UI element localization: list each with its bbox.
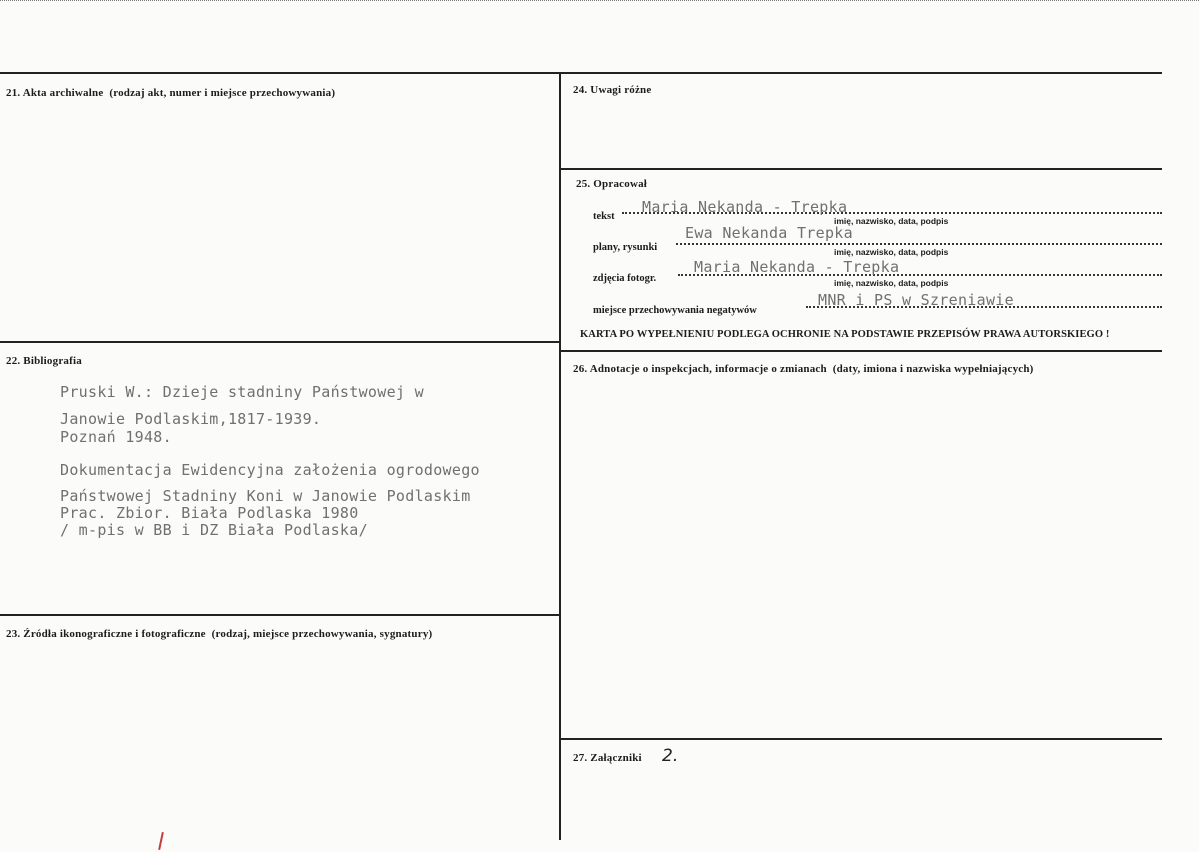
divider-24-25 — [560, 168, 1162, 170]
row-tekst-label: tekst — [593, 211, 615, 222]
section-23-label: 23. Źródła ikonograficzne i fotograficzne (rodzaj, miejsce przechowywania, sygnatury) — [6, 628, 433, 640]
row-zdjecia-value: Maria Nekanda - Trepka — [694, 258, 900, 276]
row-tekst-value: Maria Nekanda - Trepka — [642, 198, 848, 216]
section-21-label: 21. Akta archiwalne (rodzaj akt, numer i miejsce przechowywania) — [6, 87, 336, 99]
divider-25-26 — [560, 350, 1162, 352]
divider-top — [0, 72, 1162, 74]
bibliography-line-7: / m-pis w BB i DZ Biała Podlaska/ — [60, 521, 368, 539]
bibliography-line-1: Pruski W.: Dzieje stadniny Państwowej w — [60, 383, 424, 401]
section-26-label: 26. Adnotacje o inspekcjach, informacje o zmianach (daty, imiona i nazwiska wypełniających) — [573, 363, 1034, 375]
section-27-label: 27. Załączniki — [573, 752, 642, 764]
bibliography-line-6: Prac. Zbior. Biała Podlaska 1980 — [60, 504, 359, 522]
row-negatywy-label: miejsce przechowywania negatywów — [593, 305, 757, 316]
row-plany-value: Ewa Nekanda Trepka — [685, 224, 853, 242]
row-plany-line — [676, 243, 1162, 245]
copyright-warning: KARTA PO WYPEŁNIENIU PODLEGA OCHRONIE NA PODSTAWIE PRZEPISÓW PRAWA AUTORSKIEGO ! — [580, 329, 1110, 340]
divider-21-22 — [0, 341, 560, 343]
red-pen-mark — [158, 832, 164, 850]
row-negatywy-value: MNR i PS w Szreniawie — [818, 291, 1014, 309]
top-edge — [0, 0, 1199, 5]
divider-22-23 — [0, 614, 560, 616]
bibliography-line-2: Janowie Podlaskim,1817-1939. — [60, 410, 322, 428]
bibliography-line-3: Poznań 1948. — [60, 428, 172, 446]
row-plany-label: plany, rysunki — [593, 242, 658, 253]
row-tekst-hint: imię, nazwisko, data, podpis — [834, 216, 949, 226]
row-zdjecia-hint: imię, nazwisko, data, podpis — [834, 278, 949, 288]
section-25-label: 25. Opracował — [576, 178, 648, 190]
row-plany-hint: imię, nazwisko, data, podpis — [834, 247, 949, 257]
attachments-value: 2. — [662, 746, 679, 766]
bibliography-line-5: Państwowej Stadniny Koni w Janowie Podlaskim — [60, 487, 471, 505]
section-22-label: 22. Bibliografia — [6, 355, 82, 367]
row-zdjecia-label: zdjęcia fotogr. — [593, 273, 657, 284]
divider-26-27 — [560, 738, 1162, 740]
bibliography-line-4: Dokumentacja Ewidencyjna założenia ogrodowego — [60, 461, 480, 479]
section-24-label: 24. Uwagi różne — [573, 84, 652, 96]
divider-middle — [559, 72, 561, 840]
